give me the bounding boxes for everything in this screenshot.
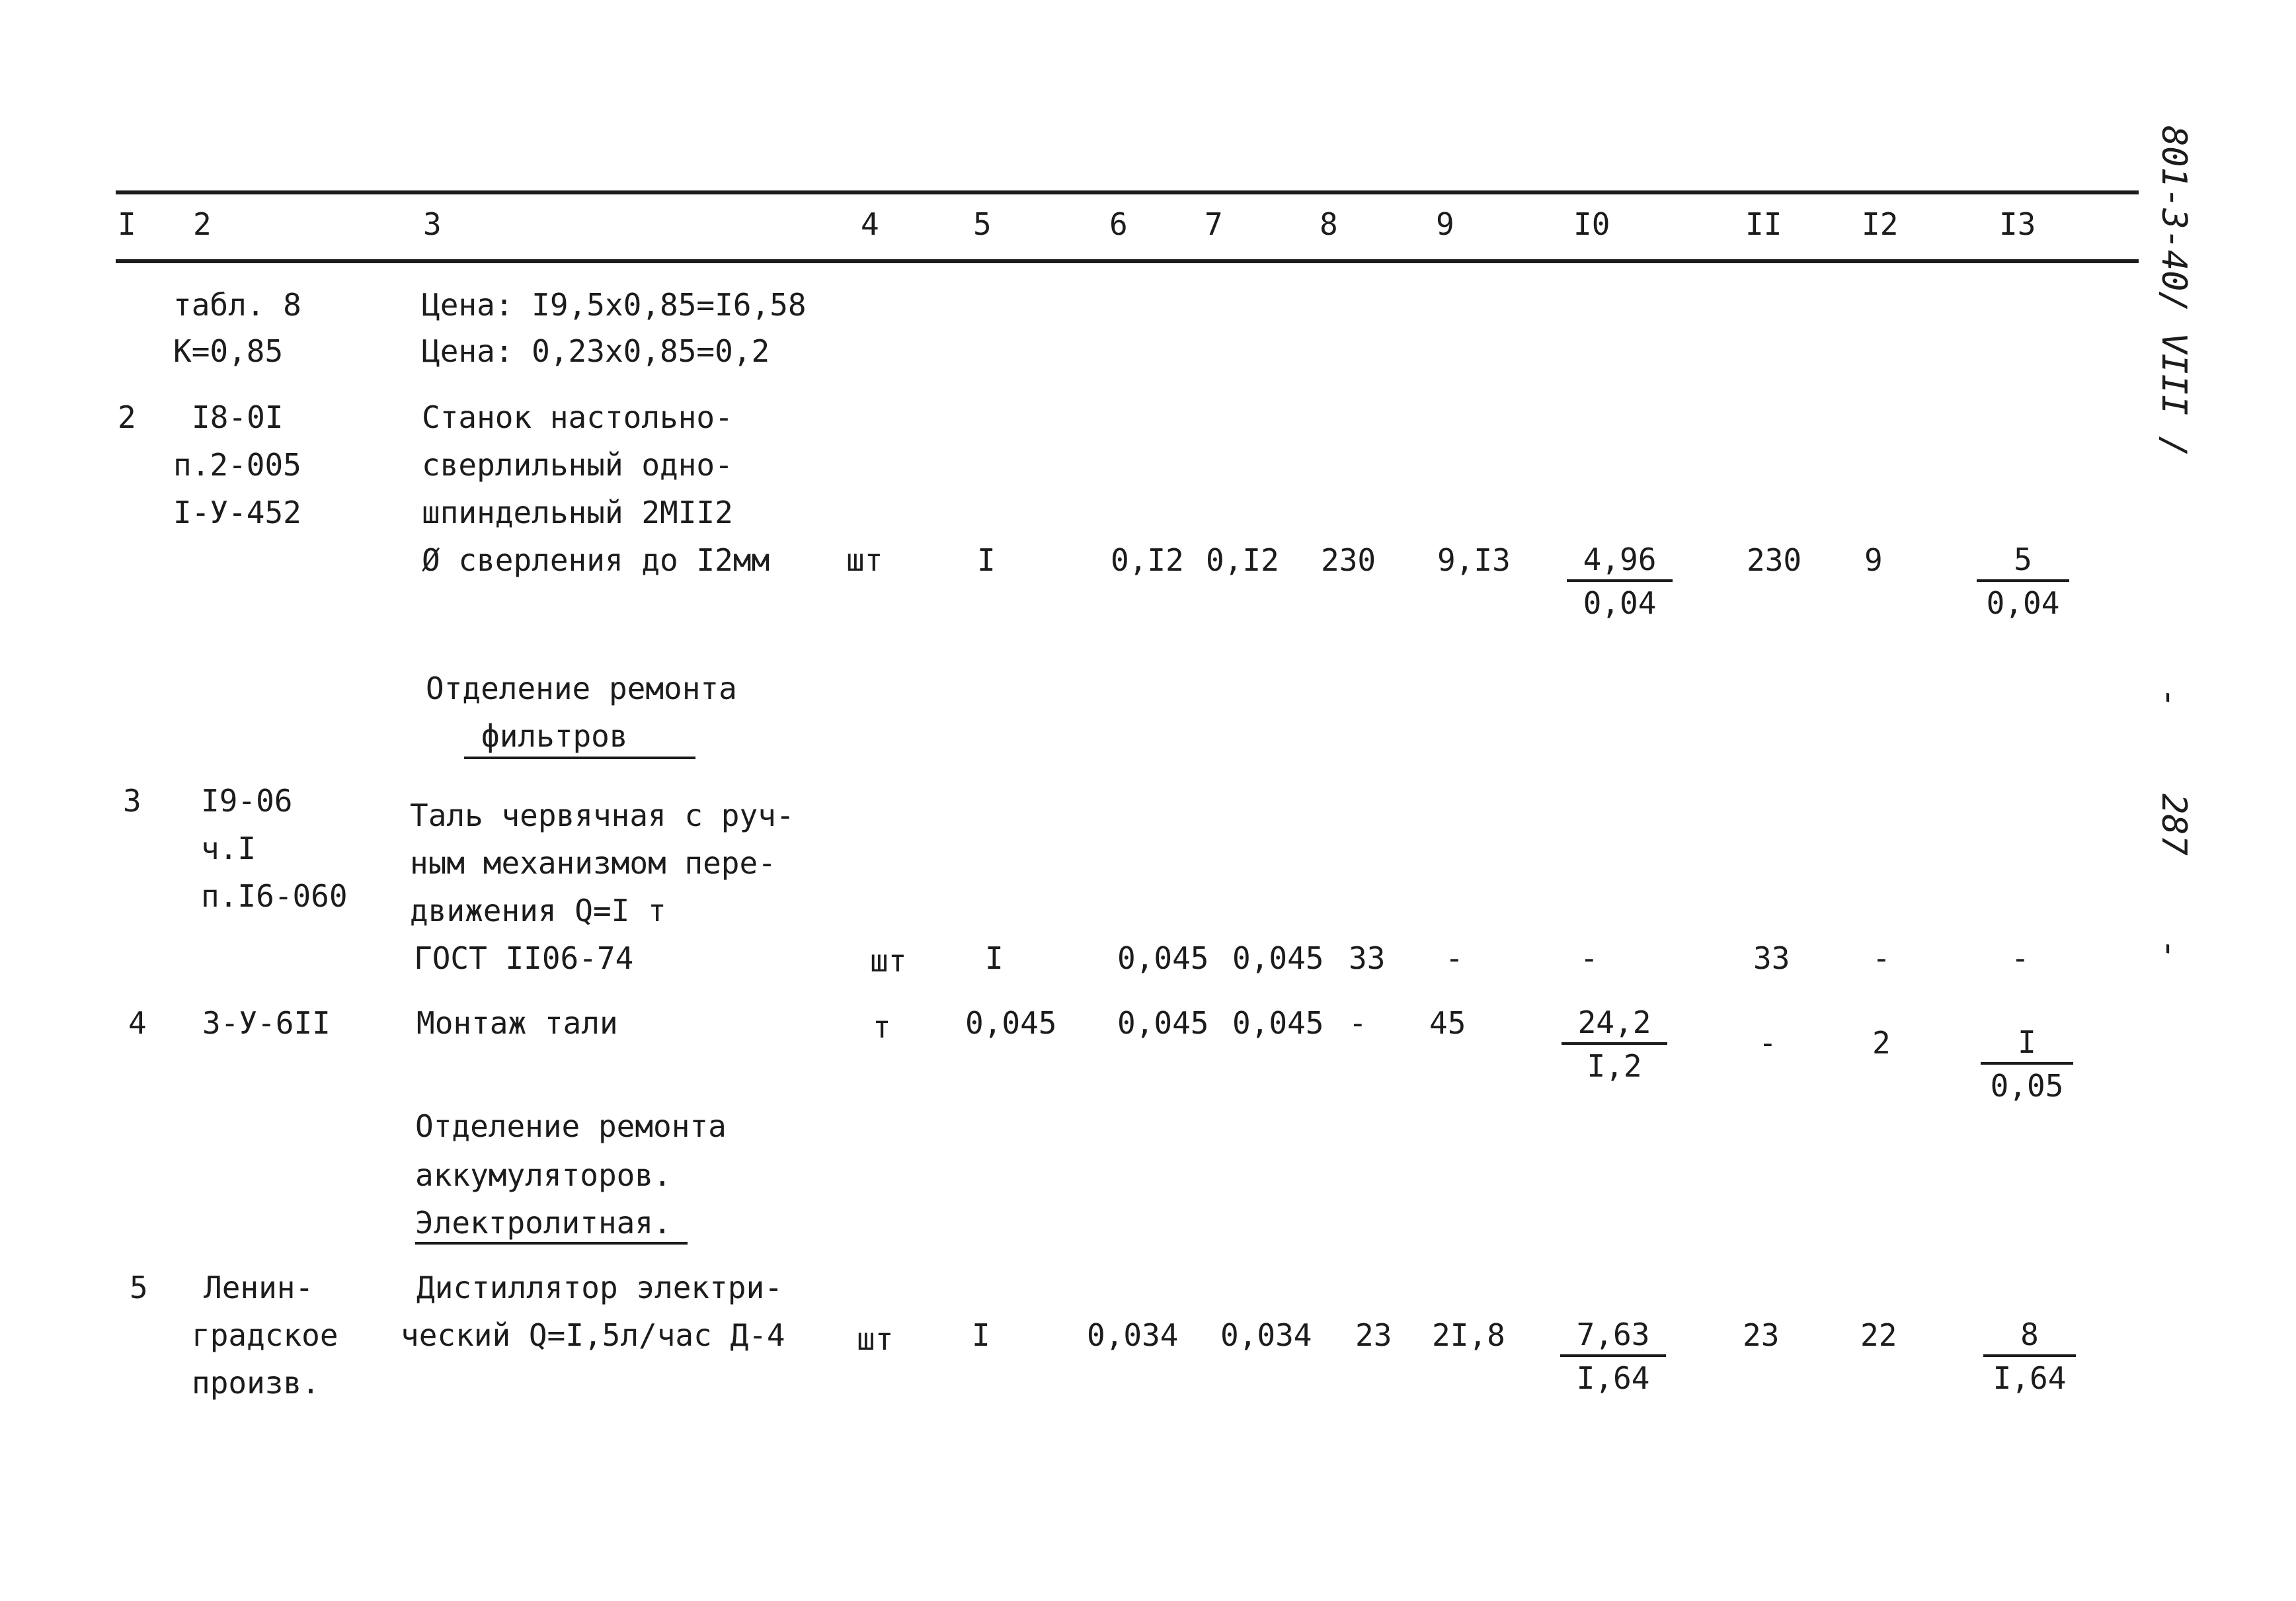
cell-col8: 23 xyxy=(1355,1317,1392,1353)
cell-ref: I8-0I xyxy=(192,399,284,435)
cell-col12: - xyxy=(1872,940,1891,976)
fraction-denominator: I,64 xyxy=(1993,1360,2067,1396)
fraction-denominator: 0,04 xyxy=(1583,585,1657,621)
cell-col6: 0,I2 xyxy=(1111,542,1184,578)
fraction-denominator: I,2 xyxy=(1587,1048,1642,1084)
col-header-13: I3 xyxy=(1999,206,2036,242)
section-heading-line: Отделение ремонта xyxy=(426,671,737,706)
cell-col10-fraction xyxy=(1560,1316,1666,1397)
cell-unit: т xyxy=(873,1009,891,1045)
cell-col7: 0,I2 xyxy=(1206,542,1279,578)
section-heading-line: аккумуляторов. xyxy=(415,1157,672,1193)
cell-col7: 0,045 xyxy=(1232,940,1324,976)
fraction-denominator: 0,05 xyxy=(1990,1068,2064,1104)
side-dash: - xyxy=(2150,939,2190,960)
fraction-denominator: 0,04 xyxy=(1986,585,2060,621)
cell-col12: 9 xyxy=(1864,542,1883,578)
cell-col5: I xyxy=(977,542,996,578)
col-header-6: 6 xyxy=(1109,206,1128,242)
cell-col6: 0,045 xyxy=(1117,1005,1209,1041)
cell-description: сверлильный одно- xyxy=(422,447,733,483)
cell-col10-fraction xyxy=(1562,1004,1667,1085)
cell-description: Цена: I9,5х0,85=I6,58 xyxy=(422,287,807,323)
fraction-numerator: I xyxy=(1981,1024,2073,1065)
fraction-denominator: I,64 xyxy=(1576,1360,1650,1396)
cell-col5: I xyxy=(985,940,1004,976)
cell-col10: - xyxy=(1580,940,1599,976)
fraction-numerator: 5 xyxy=(1977,541,2069,582)
fraction-numerator: 4,96 xyxy=(1567,541,1673,582)
side-page-number: 287 xyxy=(2154,794,2194,856)
cell-ref: ч.I xyxy=(201,831,257,866)
cell-col9: 9,I3 xyxy=(1437,542,1511,578)
cell-ref: табл. 8 xyxy=(173,287,301,323)
cell-col9: 2I,8 xyxy=(1432,1317,1505,1353)
cell-col11: 230 xyxy=(1747,542,1802,578)
cell-description: ным механизмом пере- xyxy=(410,845,776,881)
section-heading-line: фильтров xyxy=(481,718,628,754)
cell-description: Монтаж тали xyxy=(416,1005,618,1041)
section-underline xyxy=(415,1242,688,1245)
cell-col6: 0,034 xyxy=(1087,1317,1179,1353)
col-header-2: 2 xyxy=(193,206,212,242)
table-top-rule xyxy=(116,190,2139,194)
cell-col10-fraction xyxy=(1567,541,1673,622)
cell-unit: шт xyxy=(846,542,883,578)
cell-ref: 3-У-6II xyxy=(202,1005,331,1041)
cell-col7: 0,034 xyxy=(1220,1317,1312,1353)
cell-ref: К=0,85 xyxy=(173,333,284,369)
cell-col5: I xyxy=(972,1317,990,1353)
col-header-12: I2 xyxy=(1862,206,1899,242)
cell-col8: 230 xyxy=(1321,542,1376,578)
col-header-3: 3 xyxy=(423,206,442,242)
cell-col11: 23 xyxy=(1743,1317,1780,1353)
cell-col13-fraction xyxy=(1977,541,2069,622)
fraction-numerator: 7,63 xyxy=(1560,1316,1666,1357)
col-header-4: 4 xyxy=(861,206,879,242)
cell-unit: шт xyxy=(870,943,907,979)
fraction-numerator: 24,2 xyxy=(1562,1004,1667,1045)
col-header-11: II xyxy=(1745,206,1782,242)
section-heading-line: Отделение ремонта xyxy=(415,1108,727,1144)
col-header-7: 7 xyxy=(1205,206,1223,242)
cell-description: ГОСТ II06-74 xyxy=(414,940,634,976)
cell-col5: 0,045 xyxy=(965,1005,1057,1041)
cell-ref: I-У-452 xyxy=(173,495,301,530)
cell-description: Таль червячная с руч- xyxy=(410,798,795,833)
cell-ref: п.2-005 xyxy=(173,447,301,483)
cell-ref: произв. xyxy=(192,1365,320,1401)
cell-col11: 33 xyxy=(1753,940,1790,976)
cell-col11: - xyxy=(1759,1025,1777,1061)
cell-unit: шт xyxy=(857,1321,894,1357)
side-document-code: 801-3-40/ VIII / xyxy=(2154,126,2194,457)
cell-ref: Ленин- xyxy=(204,1270,314,1305)
cell-col9: - xyxy=(1445,940,1464,976)
cell-col13: - xyxy=(2011,940,2030,976)
cell-description: ческий Q=I,5л/час Д-4 xyxy=(401,1317,785,1353)
col-header-5: 5 xyxy=(973,206,992,242)
cell-ref: градское xyxy=(192,1317,338,1353)
cell-number: 2 xyxy=(118,399,136,435)
cell-description: Станок настольно- xyxy=(422,399,733,435)
col-header-1: I xyxy=(118,206,136,242)
cell-number: 4 xyxy=(128,1005,147,1041)
col-header-10: I0 xyxy=(1573,206,1610,242)
cell-col13-fraction xyxy=(1983,1316,2076,1397)
cell-ref: п.I6-060 xyxy=(201,878,348,914)
cell-description: Цена: 0,23х0,85=0,2 xyxy=(422,333,770,369)
cell-ref: I9-06 xyxy=(201,783,293,819)
cell-number: 5 xyxy=(130,1270,148,1305)
cell-description: движения Q=I т xyxy=(410,893,666,928)
cell-col13-fraction xyxy=(1981,1024,2073,1104)
cell-col7: 0,045 xyxy=(1232,1005,1324,1041)
cell-col12: 22 xyxy=(1860,1317,1897,1353)
cell-col8: 33 xyxy=(1349,940,1386,976)
cell-col9: 45 xyxy=(1429,1005,1466,1041)
col-header-9: 9 xyxy=(1436,206,1454,242)
header-bottom-rule xyxy=(116,259,2139,263)
cell-description: шпиндельный 2МII2 xyxy=(422,495,733,530)
section-heading-line: Электролитная. xyxy=(415,1205,672,1241)
section-underline xyxy=(464,757,695,759)
cell-description: Дистиллятор электри- xyxy=(416,1270,783,1305)
cell-col12: 2 xyxy=(1872,1025,1891,1061)
cell-description: Ø сверления до I2мм xyxy=(422,542,770,578)
cell-number: 3 xyxy=(123,783,141,819)
col-header-8: 8 xyxy=(1320,206,1338,242)
cell-col6: 0,045 xyxy=(1117,940,1209,976)
side-dash: - xyxy=(2150,688,2190,709)
cell-col8: - xyxy=(1349,1005,1367,1041)
fraction-numerator: 8 xyxy=(1983,1316,2076,1357)
